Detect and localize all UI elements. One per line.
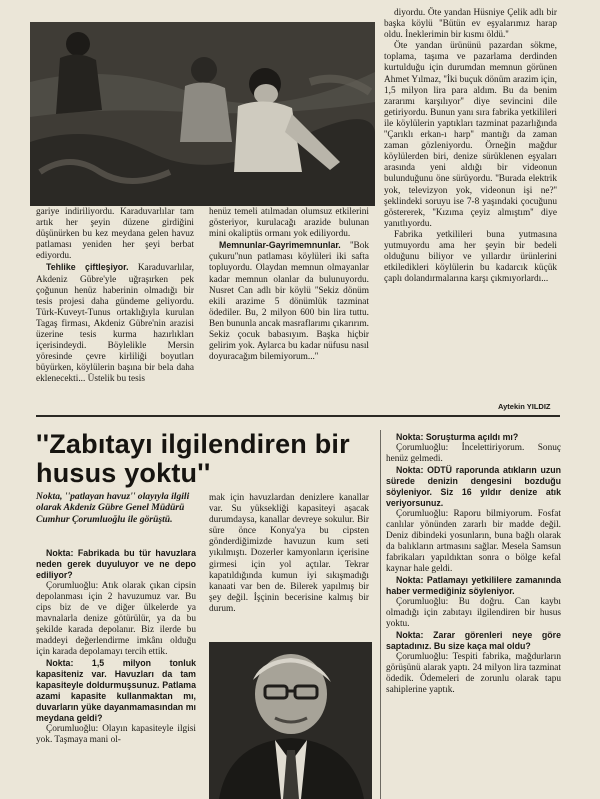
article-paragraph: henüz temeli atılmadan olumsuz etkilerini gösteriyor, kurulacağı arazide bulunan mini okaliptüs ormanı yok ediliyordu. [209, 207, 369, 240]
interview-headline: ''Zabıtayı ilgilendiren bir husus yoktu'' [36, 429, 350, 488]
interview-answer: Çorumluoğlu: Atık olarak çıkan cipsin depolanması için 2 havuzumuz var. Bu cips biz de ve diğer ülkelerde ya mavnalarla denize götürülür, ya da bu şekilde karada depolanır. Biz ilerde bu maddeyi değerlendirme imkânı olduğu için karada depolamayı tercih ettik. [36, 580, 196, 658]
field-workers-photo [30, 22, 375, 206]
article-paragraph [209, 240, 369, 363]
interview-question: Nokta: Fabrikada bu tür havuzlara neden gerek duyuluyor ve ne depo ediliyor? [36, 548, 196, 580]
interview-column-3 [386, 432, 561, 697]
general-manager-portrait [209, 642, 372, 799]
paragraph-text: ''Bok çukuru''nun patlaması köylüleri iki safta topluyordu. Olaydan memnun olmayanlar kadar memnun olanlar da bulunuyordu. Nusret Can adlı bir köylü ''Sekiz dönüm ekili arazime 5 dönümlük tazminat ödediler. Bu, 2 milyon 600 bin lira tuttu. Ben bununla ancak masraflarımı çıkarırım. Sekiz çocuk babasıyım. Başka hiçbir gelirim yok. Aylarca bu kadar nüfusu nasıl doyuracağım bilemiyorum...'' [209, 241, 369, 363]
run-in-heading: Memnunlar-Gayrimemnunlar. [219, 240, 341, 251]
section-divider [36, 415, 560, 417]
interview-answer: Çorumluoğlu: Olayın kapasiteyle ilgisi yok. Taşmaya mani ol- [36, 723, 196, 745]
interview-question: Nokta: Zarar görenleri neye göre saptadınız. Bu size kaça mal oldu? [386, 630, 561, 652]
interview-answer: Çorumluoğlu: Raporu bilmiyorum. Fosfat canlılar yönünden zararlı bir madde değil. Deniz dibindeki yosunların, buna bağlı olarak da balıkların artmasını sağlar. Mesela Samsun fabrikaları yapıldıktan sonra o bölge kefal kaynar hale geldi. [386, 508, 561, 575]
article-paragraph [36, 262, 194, 385]
run-in-heading: Tehlike çiftleşiyor. [46, 262, 129, 273]
interview-question: Nokta: Patlamayı yetkililere zamanında haber vermediğiniz söyleniyor. [386, 575, 561, 597]
column-rule [380, 430, 381, 799]
article-paragraph: diyordu. Öte yandan Hüsniye Çelik adlı bir başka köylü ''Bütün ev eşyalarımız harap oldu. İneklerimin bir kısmı öldü.'' [384, 8, 557, 41]
interview-column-2 [209, 493, 369, 615]
interview-answer: Çorumluoğlu: Bu doğru. Can kaybı olmadığı için zabıtayı ilgilendiren bir husus yoktu. [386, 597, 561, 630]
field-workers-illustration [30, 22, 375, 206]
article-paragraph: Öte yandan ürününü pazardan sökme, toplama, taşıma ve pazarlama derdinden kurtulduğu için durumdan memnun görünen Ahmet Yılmaz, ''İki buçuk dönüm arazim için, 1,5 milyon lira para aldım. Bu da benim zararımı karşılıyor'' diye sevincini dile getiriyordu. Bunun yanı sıra fabrika yetkilileri ile köylülerin yaptıkları tazminat pazarlığında ''Çarıklı erkan-ı harp'' mantığı da zaman zaman gözleniyordu. Örneğin mağdur köylülerden biri, denize sürüklenen eşyaları arasında yeni aldığı bir videonun bulunduğunu öne sürüyordu. ''Burada elektrik yok, televizyon yok, videonun işi ne?'' şeklindeki soruyu ise 7-8 yaşındaki çocuğunu göstererek, ''Kızıma çeyiz almıştım'' diye yanıtlıyordu. [384, 41, 557, 229]
top-right-article-column [384, 8, 557, 285]
interview-question: Nokta: 1,5 milyon tonluk kapasiteniz var. Havuzları da tam kapasiteyle doldurmuşsunuz. Patlama azami kapasite kullanmaktan mı, duvarların yüke dayanmamasından mı meydana geldi? [36, 658, 196, 723]
interview-answer: Çorumluoğlu: İncelettiriyorum. Sonuç henüz gelmedi. [386, 442, 561, 464]
interview-answer: mak için havuzlardan denizlere kanallar var. Su yüksekliği kapasiteyi aşacak durumdaysa, kanallar devreye sokulur. Bir süre önce Konya'ya bu cipsten gönderdiğimizde havuzun kum seti yıkılmıştı. Dozerler kamyonların içerisine girmesi için yol açtılar. Tekrar kapatıldığında kumun iyi sıkışmadığı kanaati var ben de. Bilerek yapılmış bir şey değil. İşçinin becerisine kalmış bir durum. [209, 493, 369, 614]
byline: Aytekin YILDIZ [498, 402, 551, 411]
interview-question: Nokta: ODTÜ raporunda atıkların uzun sürede denizin dengesini bozduğu söyleniyor. Siz 16 yıldır denize atık veriyorsunuz. [386, 465, 561, 508]
portrait-illustration [209, 642, 372, 799]
interview-column-1 [36, 548, 196, 746]
interview-intro: Nokta, ''patlayan havuz'' olayıyla ilgili olarak Akdeniz Gübre Genel Müdürü Cumhur Çorumluoğlu ile görüştü. [36, 491, 190, 525]
interview-answer: Çorumluoğlu: Tespiti fabrika, mağdurların görüşünü alarak yaptı. 24 milyon lira tazminat ödedik. Ödemeleri de zorunlu olarak tapu sahiplerine yaptık. [386, 652, 561, 696]
article-paragraph: Fabrika yetkilileri buna yutmasına yutmuyordu ama her şeyin bir bedeli olduğunu biliyor ve yıllardır ürünlerini etkiledikleri köylülerin bu kadarcık küçük çaplı dolandırmalarına karşı çıkmıyorlardı... [384, 229, 557, 285]
article-column-center [209, 207, 369, 363]
article-paragraph: gariye indiriliyordu. Karaduvarlılar tam artık her şeyin düzene girdiğini düşünürken bu kez meydana gelen havuz patlaması yeniden her şeyi berbat ediyordu. [36, 207, 194, 262]
article-column-left [36, 207, 194, 386]
paragraph-text: Karaduvarlılar, Akdeniz Gübre'yle uğraşırken pek çoğunun henüz haberinin olmadığı bir tesis projesi daha gündeme geliyordu. Türk-Kuveyt-Tunus ortaklığıyla kurulan Tagaş firması, Akdeniz Gübre'nin arazisi üzerine tesis kurma hazırlıkları içerisindeydi. Böylelikle Mersin yöresinde çevre kirliliği boyutları büyürken, köylülerin başına bir bela daha eklenecekti... Üstelik bu tesis [36, 263, 195, 385]
interview-question: Nokta: Soruşturma açıldı mı? [396, 432, 519, 442]
